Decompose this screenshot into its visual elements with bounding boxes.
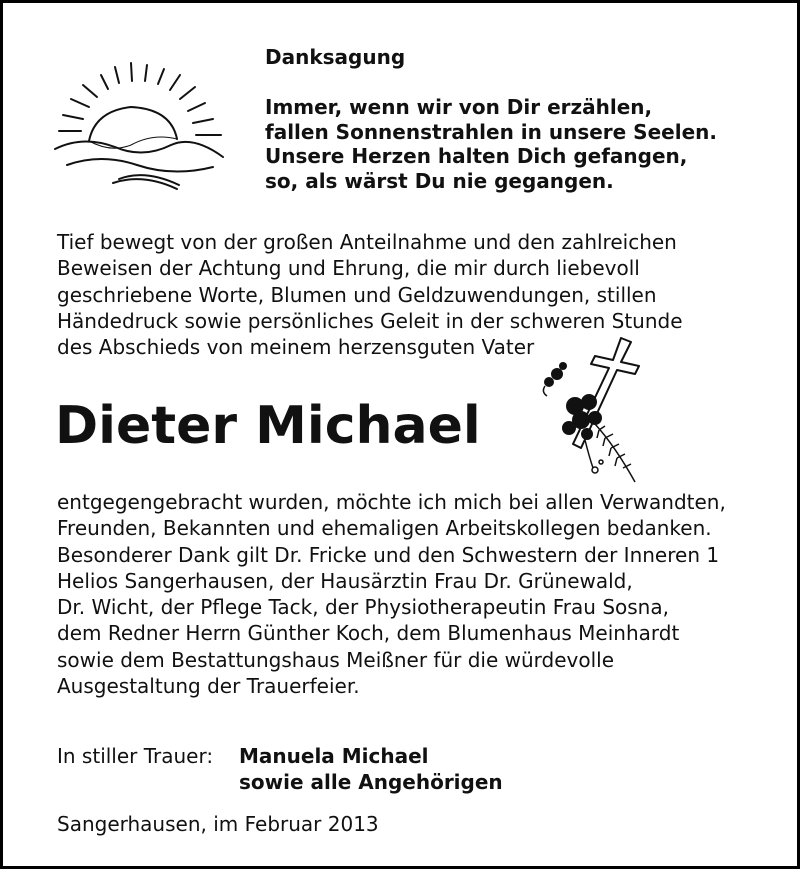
header-block: [265, 45, 717, 193]
signature-label: In stiller Trauer:: [57, 744, 214, 768]
text-line: sowie dem Bestattungshaus Meißner für die würdevolle: [57, 647, 615, 672]
text-line: Beweisen der Achtung und Ehrung, die mir durch liebevoll: [57, 256, 640, 281]
text-line: Dr. Wicht, der Pflege Tack, der Physiotherapeutin Frau Sosna,: [57, 595, 669, 620]
text-line: Händedruck sowie persönliches Geleit in der schweren Stunde: [57, 308, 683, 333]
thanks-paragraph: [57, 489, 787, 699]
cross-with-roses-icon: [535, 336, 647, 486]
text-line: dem Redner Herrn Günther Koch, dem Blumenhaus Meinhardt: [57, 621, 680, 646]
poem-line: so, als wärst Du nie gegangen.: [265, 168, 614, 193]
text-line: des Abschieds von meinem herzensguten Vater: [57, 335, 535, 360]
signature-name: Manuela Michael: [239, 744, 429, 768]
poem-line: fallen Sonnenstrahlen in unsere Seelen.: [265, 119, 717, 144]
intro-paragraph: [57, 229, 777, 360]
place-date: Sangerhausen, im Februar 2013: [57, 812, 379, 836]
text-line: Freunden, Bekannten und ehemaligen Arbeitskollegen bedanken.: [57, 516, 712, 541]
deceased-name: Dieter Michael: [55, 396, 481, 456]
heading: Danksagung: [265, 45, 406, 69]
text-line: Helios Sangerhausen, der Hausärztin Frau Dr. Grünewald,: [57, 568, 633, 593]
sunrise-icon: [53, 61, 228, 201]
poem-line: Immer, wenn wir von Dir erzählen,: [265, 95, 653, 119]
text-line: Ausgestaltung der Trauerfeier.: [57, 674, 360, 699]
poem: [265, 95, 717, 193]
text-line: Tief bewegt von der großen Anteilnahme und den zahlreichen: [57, 230, 677, 254]
signature-names: [239, 743, 503, 795]
signature-name: sowie alle Angehörigen: [239, 770, 503, 794]
text-line: entgegengebracht wurden, möchte ich mich bei allen Verwandten,: [57, 490, 726, 514]
poem-line: Unsere Herzen halten Dich gefangen,: [265, 144, 688, 168]
text-line: geschriebene Worte, Blumen und Geldzuwendungen, stillen: [57, 282, 657, 307]
text-line: Besonderer Dank gilt Dr. Fricke und den Schwestern der Inneren 1: [57, 542, 720, 567]
